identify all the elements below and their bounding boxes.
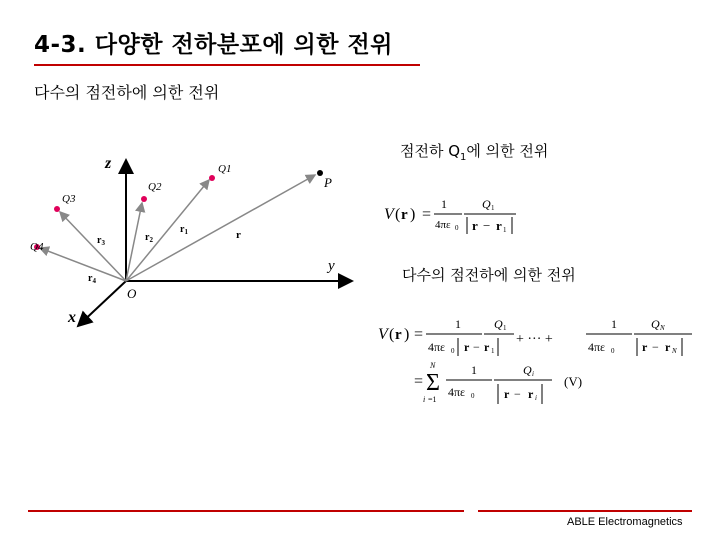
label-y: y [328, 258, 335, 274]
single-charge-label [400, 140, 548, 163]
svg-text:Q: Q [651, 317, 660, 331]
label-r1: $r_1$ [180, 224, 188, 236]
label-q4: Q4 [30, 241, 44, 253]
svg-text:1: 1 [471, 363, 477, 377]
label-q3: Q3 [62, 193, 76, 205]
svg-text:i: i [535, 394, 537, 402]
svg-text:=: = [414, 326, 424, 343]
svg-text:1: 1 [611, 317, 617, 331]
vector-r2 [126, 203, 142, 281]
label-x: x [68, 309, 76, 326]
vector-r1 [126, 180, 209, 281]
svg-text:r: r [504, 387, 510, 401]
single-charge-equation [382, 192, 542, 238]
single-charge-label-suffix: 에 의한 전위 [466, 142, 549, 160]
svg-text:0: 0 [451, 347, 455, 355]
label-z: z [105, 155, 112, 172]
footer-rule-right [478, 510, 692, 512]
svg-text:r: r [472, 218, 478, 233]
svg-text:−: − [483, 218, 491, 233]
svg-text:=1: =1 [428, 395, 437, 404]
x-axis [78, 281, 126, 326]
multi-charge-equation [376, 310, 706, 410]
svg-text:(V): (V) [564, 374, 583, 389]
svg-text:V: V [384, 206, 394, 223]
svg-text:1: 1 [455, 317, 461, 331]
svg-text:Σ: Σ [426, 370, 440, 396]
vector-r3 [60, 212, 126, 281]
svg-text:r: r [528, 387, 534, 401]
svg-text:r: r [484, 340, 490, 354]
svg-text:): ) [410, 206, 416, 223]
svg-text:1: 1 [503, 324, 507, 332]
svg-text:N: N [430, 361, 436, 370]
svg-text:r: r [464, 340, 470, 354]
charge-q3-dot [54, 206, 60, 212]
point-p-dot [317, 170, 323, 176]
charge-q1-dot [209, 175, 215, 181]
svg-text:): ) [404, 326, 410, 343]
charge-q2-dot [141, 196, 147, 202]
multi-charge-label: 다수의 점전하에 의한 전위 [402, 266, 576, 284]
svg-text:=: = [422, 206, 432, 223]
label-r: r [236, 229, 241, 241]
svg-text:0: 0 [455, 224, 459, 232]
svg-text:4πε: 4πε [448, 385, 466, 399]
svg-text:−: − [514, 387, 521, 401]
svg-text:+ ··· +: + ··· + [516, 332, 553, 347]
svg-text:i: i [532, 370, 534, 378]
svg-text:−: − [652, 340, 659, 354]
svg-text:i: i [423, 395, 426, 404]
svg-text:0: 0 [471, 392, 475, 400]
svg-text:N: N [672, 347, 677, 355]
svg-text:1: 1 [491, 204, 495, 212]
svg-text:(: ( [389, 326, 395, 343]
svg-text:Q: Q [494, 317, 503, 331]
svg-text:0: 0 [611, 347, 615, 355]
label-p: P [324, 175, 332, 190]
svg-text:r: r [395, 327, 402, 343]
section-subtitle: 다수의 점전하에 의한 전위 [34, 83, 220, 102]
svg-text:r: r [496, 218, 502, 233]
label-origin: O [127, 286, 137, 301]
svg-text:r: r [665, 340, 671, 354]
label-r2: $r_2$ [145, 232, 153, 244]
svg-text:Q: Q [523, 363, 532, 377]
vector-r4 [40, 248, 126, 281]
svg-text:=: = [414, 373, 424, 390]
footer-rule-left [28, 510, 464, 512]
svg-text:Q: Q [482, 197, 491, 211]
svg-text:r: r [642, 340, 648, 354]
svg-text:4πε: 4πε [428, 340, 446, 354]
svg-text:1: 1 [441, 197, 447, 211]
svg-text:V: V [378, 326, 388, 343]
label-q1: Q1 [218, 163, 232, 175]
svg-text:4πε: 4πε [588, 340, 606, 354]
single-charge-label-prefix: 점전하 Q [400, 142, 461, 160]
label-q2: Q2 [148, 181, 162, 193]
svg-text:r: r [401, 207, 408, 223]
svg-text:4πε: 4πε [435, 219, 451, 231]
label-r3: $r_3$ [97, 235, 105, 247]
title-divider [34, 64, 420, 66]
footer-text: ABLE Electromagnetics [567, 516, 683, 528]
svg-text:−: − [473, 340, 480, 354]
svg-text:1: 1 [503, 226, 507, 234]
single-charge-label-sub: 1 [460, 152, 467, 163]
page-title: 4-3. 다양한 전하분포에 의한 전위 [34, 32, 393, 58]
label-r4: $r_4$ [88, 273, 96, 285]
svg-text:N: N [660, 324, 665, 332]
svg-text:(: ( [395, 206, 401, 223]
point-charges-diagram [20, 140, 360, 340]
svg-text:1: 1 [491, 347, 495, 355]
